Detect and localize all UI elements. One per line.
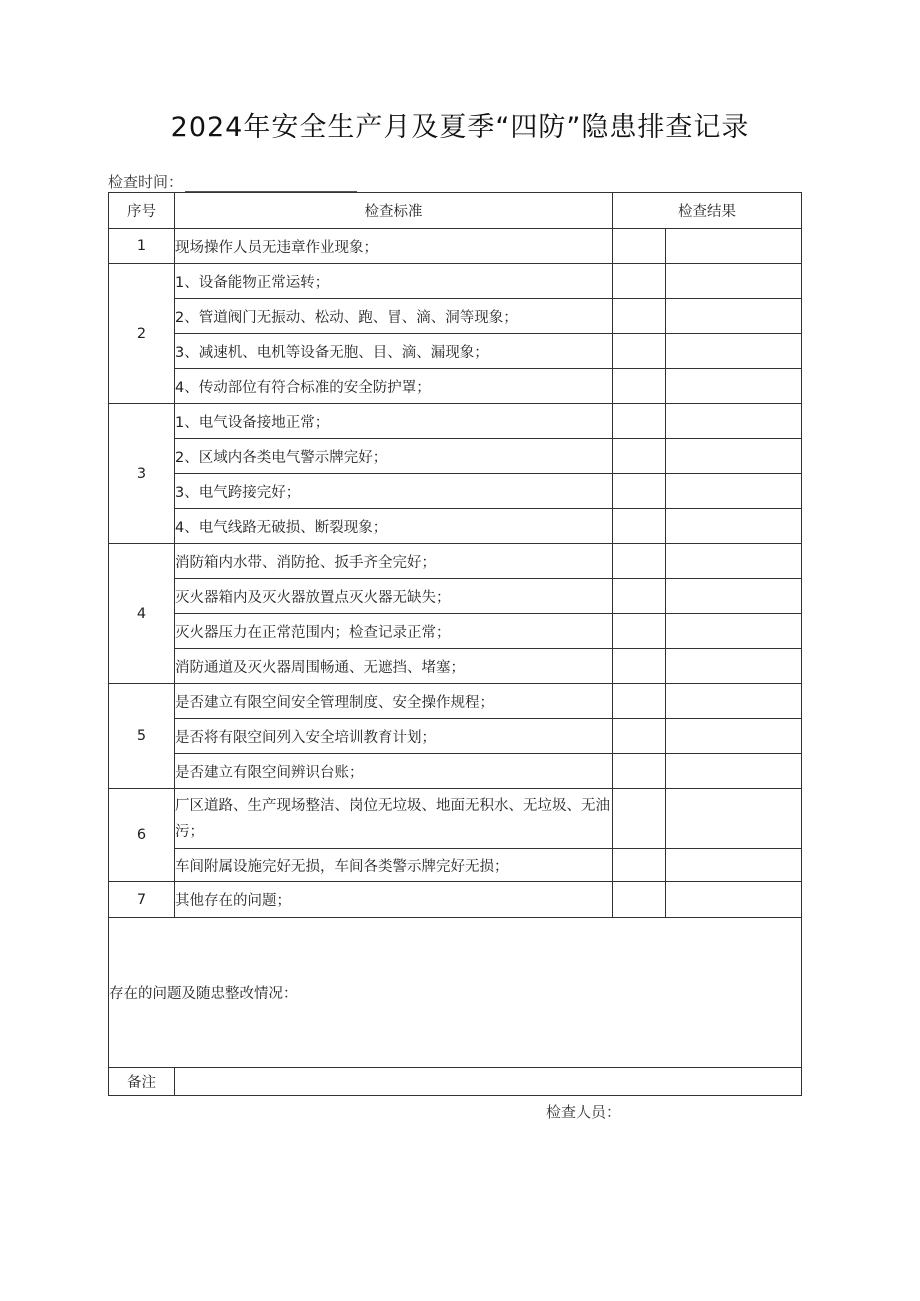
inspector-label: 检查人员： (546, 1103, 622, 1121)
result-cell (613, 684, 666, 719)
check-standard: 消防通道及灭火器周围畅通、无遮挡、堵塞； (175, 649, 613, 684)
table-row (109, 229, 802, 264)
note-row (109, 1068, 802, 1096)
row-number: 4 (109, 544, 175, 684)
check-standard: 是否将有限空间列入安全培训教育计划； (175, 719, 613, 754)
table-row (109, 754, 802, 789)
check-standard: 现场操作人员无违章作业现象； (175, 229, 613, 264)
note-label: 备注 (109, 1068, 175, 1096)
table-row (109, 509, 802, 544)
row-number: 7 (109, 882, 175, 918)
table-row (109, 474, 802, 509)
check-standard: 其他存在的问题； (175, 882, 613, 918)
header-standard: 检查标准 (175, 193, 613, 229)
result-cell (613, 229, 666, 264)
header-no: 序号 (109, 193, 175, 229)
result-cell (613, 509, 666, 544)
summary-cell: 存在的问题及随忠整改情况： (109, 918, 802, 1068)
result-cell (613, 849, 666, 882)
row-number: 6 (109, 789, 175, 882)
check-standard: 消防箱内水带、消防抢、扳手齐全完好； (175, 544, 613, 579)
table-row (109, 334, 802, 369)
result-cell (666, 439, 802, 474)
note-cell (175, 1068, 802, 1096)
check-standard: 1、设备能物正常运转； (175, 264, 613, 299)
table-header-row (109, 193, 802, 229)
table-row (109, 649, 802, 684)
result-cell (666, 649, 802, 684)
check-standard: 厂区道路、生产现场整洁、岗位无垃圾、地面无积水、无垃圾、无油污； (175, 789, 613, 849)
result-cell (613, 614, 666, 649)
inspection-table (108, 192, 802, 1096)
result-cell (613, 369, 666, 404)
check-standard: 灭火器箱内及灭火器放置点灭火器无缺失； (175, 579, 613, 614)
result-cell (613, 474, 666, 509)
result-cell (613, 719, 666, 754)
row-number: 5 (109, 684, 175, 789)
result-cell (666, 579, 802, 614)
result-cell (613, 299, 666, 334)
result-cell (666, 882, 802, 918)
table-row (109, 684, 802, 719)
table-row (109, 882, 802, 918)
check-standard: 1、电气设备接地正常； (175, 404, 613, 439)
table-row (109, 849, 802, 882)
check-standard: 4、电气线路无破损、断裂现象； (175, 509, 613, 544)
row-number: 2 (109, 264, 175, 404)
result-cell (613, 334, 666, 369)
row-number: 1 (109, 229, 175, 264)
result-cell (666, 849, 802, 882)
result-cell (666, 754, 802, 789)
result-cell (613, 264, 666, 299)
check-time-blank-line (185, 177, 357, 192)
table-row (109, 439, 802, 474)
table-row (109, 264, 802, 299)
summary-row (109, 918, 802, 1068)
check-standard: 2、管道阀门无振动、松动、跑、冒、滴、洞等现象； (175, 299, 613, 334)
table-row (109, 299, 802, 334)
table-row (109, 404, 802, 439)
result-cell (613, 439, 666, 474)
result-cell (666, 474, 802, 509)
result-cell (666, 264, 802, 299)
result-cell (613, 649, 666, 684)
result-cell (666, 684, 802, 719)
check-standard: 3、电气跨接完好； (175, 474, 613, 509)
result-cell (666, 404, 802, 439)
table-row (109, 789, 802, 849)
result-cell (613, 754, 666, 789)
result-cell (666, 299, 802, 334)
check-time-label: 检查时间： (108, 173, 184, 191)
check-standard: 4、传动部位有符合标准的安全防护罩； (175, 369, 613, 404)
result-cell (613, 544, 666, 579)
check-standard: 2、区域内各类电气警示牌完好； (175, 439, 613, 474)
result-cell (666, 229, 802, 264)
table-row (109, 369, 802, 404)
check-standard: 车间附属设施完好无损，车间各类警示牌完好无损； (175, 849, 613, 882)
result-cell (613, 579, 666, 614)
result-cell (666, 369, 802, 404)
table-row (109, 719, 802, 754)
result-cell (666, 789, 802, 849)
check-standard: 灭火器压力在正常范围内；检查记录正常； (175, 614, 613, 649)
header-result: 检查结果 (613, 193, 802, 229)
check-standard: 是否建立有限空间安全管理制度、安全操作规程； (175, 684, 613, 719)
check-time-field (108, 171, 357, 192)
result-cell (666, 544, 802, 579)
document-title: 2024年安全生产月及夏季“四防”隐患排查记录 (170, 112, 750, 143)
result-cell (613, 404, 666, 439)
result-cell (613, 882, 666, 918)
result-cell (666, 334, 802, 369)
result-cell (666, 719, 802, 754)
check-standard: 是否建立有限空间辨识台账； (175, 754, 613, 789)
table-row (109, 614, 802, 649)
row-number: 3 (109, 404, 175, 544)
table-row (109, 544, 802, 579)
result-cell (613, 789, 666, 849)
check-standard: 3、减速机、电机等设备无胞、目、滴、漏现象； (175, 334, 613, 369)
table-row (109, 579, 802, 614)
result-cell (666, 614, 802, 649)
result-cell (666, 509, 802, 544)
